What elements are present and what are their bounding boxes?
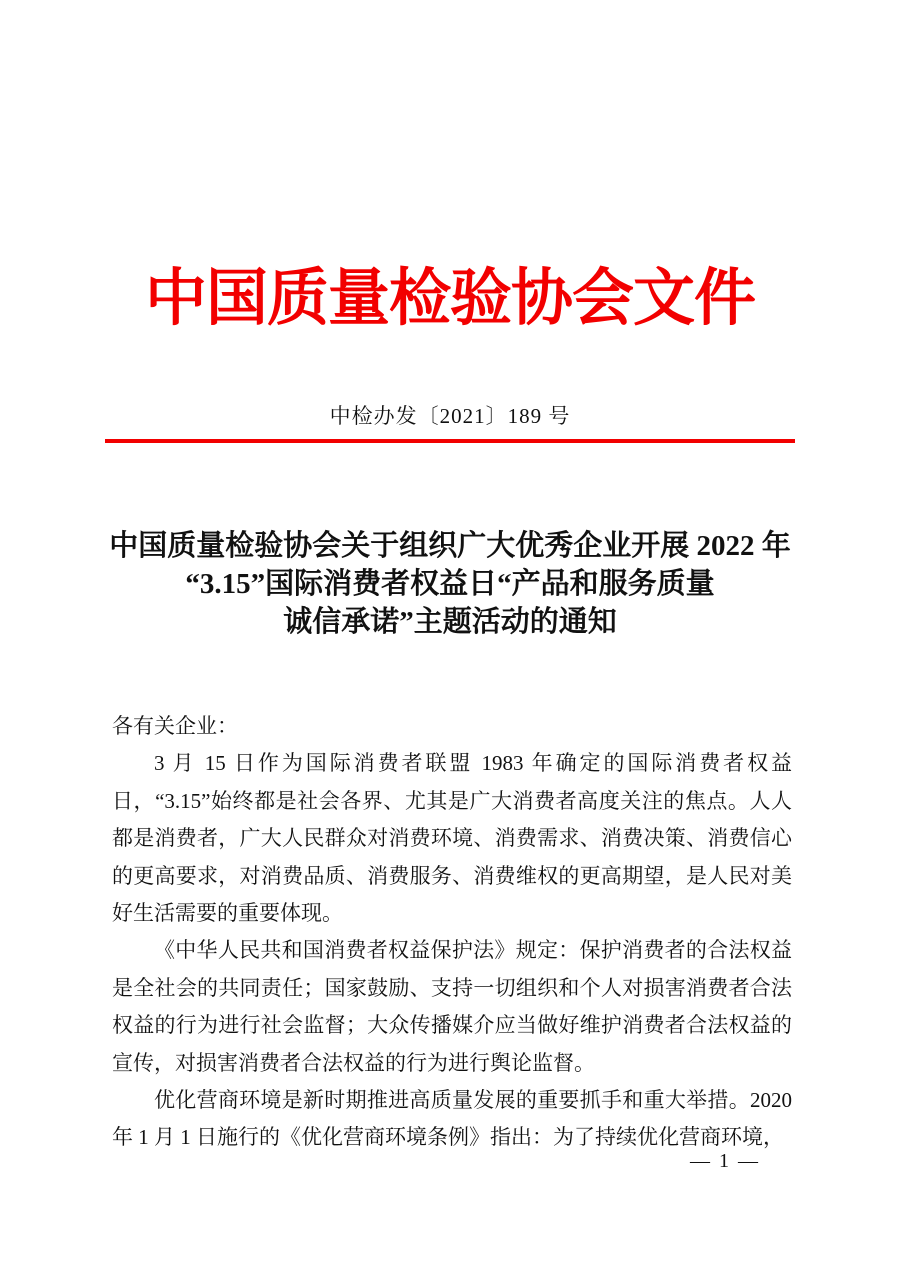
document-body [112,708,792,1157]
document-title-line-2: “3.15”国际消费者权益日“产品和服务质量 [185,568,715,600]
org-letterhead-title: 中国质量检验协会文件 [144,265,755,333]
body-paragraph-3: 优化营商环境是新时期推进高质量发展的重要抓手和重大举措。2020 年 1 月 1 日施行的《优化营商环境条例》指出：为了持续优化营商环境， [112,1088,792,1150]
document-title-line-1: 中国质量检验协会关于组织广大优秀企业开展 2022 年 [109,530,791,562]
document-reference-number: 中检办发〔2021〕189 号 [329,404,571,428]
body-paragraph-1: 3 月 15 日作为国际消费者联盟 1983 年确定的国际消费者权益日，“3.15”始终都是社会各界、尤其是广大消费者高度关注的焦点。人人都是消费者，广大人民群众对消费环境、消费需求、消费决策、消费信心的更高要求，对消费品质、消费服务、消费维权的更高期望，是人民对美好生活需要的重要体现。 [112,751,792,926]
body-paragraph-2: 《中华人民共和国消费者权益保护法》规定：保护消费者的合法权益是全社会的共同责任；国家鼓励、支持一切组织和个人对损害消费者合法权益的行为进行社会监督；大众传播媒介应当做好维护消费者合法权益的宣传，对损害消费者合法权益的行为进行舆论监督。 [112,938,792,1075]
page-number: — 1 — [690,1150,760,1172]
document-title-line-3: 诚信承诺”主题活动的通知 [283,606,617,638]
document-title [60,527,840,641]
letterhead-divider-line [105,439,795,443]
salutation: 各有关企业： [112,714,238,738]
